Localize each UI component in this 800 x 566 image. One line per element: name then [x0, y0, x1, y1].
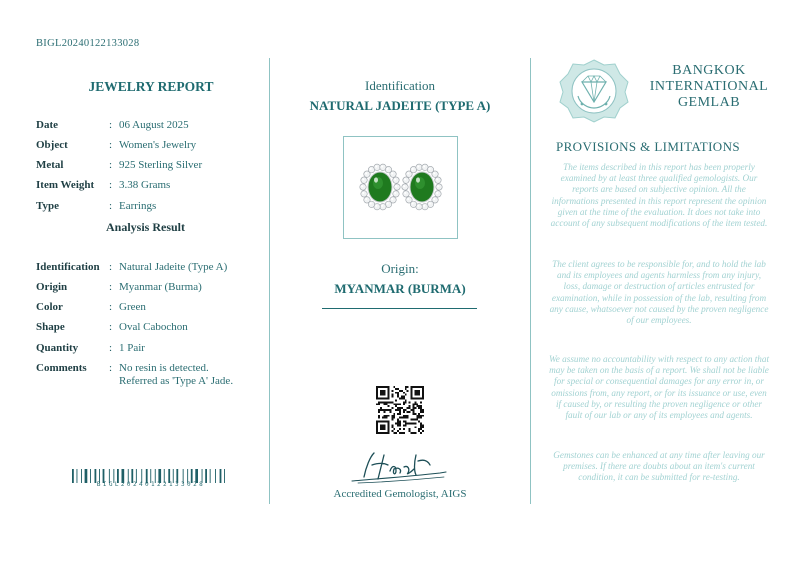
detail-value: 06 August 2025: [119, 119, 189, 131]
analysis-key: Shape: [36, 321, 65, 333]
identification-value: NATURAL JADEITE (TYPE A): [309, 98, 491, 113]
item-photo: [343, 136, 458, 239]
origin-label: Origin:: [381, 261, 419, 276]
detail-colon: :: [109, 179, 113, 191]
provisions-paragraph-2: The client agrees to be responsible for, and to hold the lab and its employees and agents harmless from any injury, loss, damage or destruction of articles entrusted for examination, while in possession of the lab, resulting from any cause, whatsoever not caused by the proven negligence of our employees.: [549, 259, 769, 326]
provisions-paragraph-3: We assume no accountability with respect to any action that may be taken on the basis of a report. We shall not be liable for special or consequential damages for any error in, or omissions from, any report, or for its issuance or use, even if caused by, or resulting the proven negligence or other fault of our lab or any of its employees and agents.: [548, 354, 770, 421]
report-id: BIGL20240122133028: [36, 38, 140, 49]
comment-line-1: No resin is detected.: [119, 362, 209, 374]
lab-name-line-3: GEMLAB: [677, 95, 741, 110]
analysis-value: Myanmar (Burma): [119, 281, 202, 293]
gemologist-signature: [344, 449, 456, 485]
analysis-title: Analysis Result: [106, 220, 186, 234]
earring-left: [360, 164, 400, 210]
lab-name: [640, 63, 778, 111]
detail-key: Metal: [36, 159, 64, 171]
analysis-colon: :: [109, 362, 113, 374]
detail-colon: :: [109, 139, 113, 151]
detail-value: Women's Jewelry: [119, 139, 197, 151]
analysis-key: Quantity: [36, 342, 79, 354]
provisions-title: PROVISIONS & LIMITATIONS: [555, 139, 741, 154]
detail-colon: :: [109, 119, 113, 131]
analysis-key: Origin: [36, 281, 68, 293]
detail-value: 925 Sterling Silver: [119, 159, 203, 171]
lab-name-line-1: BANGKOK: [672, 63, 746, 78]
analysis-value: Oval Cabochon: [119, 321, 188, 333]
analysis-key: Color: [36, 301, 63, 313]
detail-key: Item Weight: [36, 179, 95, 191]
analysis-value: Green: [119, 301, 146, 313]
origin-value: MYANMAR (BURMA): [334, 281, 466, 296]
analysis-key: Comments: [36, 362, 87, 374]
barcode-text: BIGL20240122133028: [96, 481, 206, 488]
provisions-paragraph-4: Gemstones can be enhanced at any time after leaving our premises. If there are doubts about an item's current condition, it can be submitted for re-testing.: [553, 450, 765, 483]
qr-code[interactable]: [376, 386, 424, 434]
earring-right: [402, 164, 442, 210]
analysis-value: [119, 362, 279, 388]
earrings-image: [344, 137, 457, 238]
detail-value: 3.38 Grams: [119, 179, 171, 191]
identification-label: Identification: [364, 78, 436, 93]
analysis-colon: :: [109, 321, 113, 333]
analysis-key: Identification: [36, 261, 100, 273]
divider-right: [530, 58, 531, 504]
analysis-colon: :: [109, 281, 113, 293]
detail-colon: :: [109, 159, 113, 171]
analysis-colon: :: [109, 261, 113, 273]
detail-key: Type: [36, 200, 60, 212]
origin-underline: [322, 308, 477, 309]
gemologist-caption: Accredited Gemologist, AIGS: [333, 488, 467, 500]
provisions-paragraph-1: The items described in this report has been properly examined by at least three qualified gemologists. Our reports are based on subjective opinion. All the informations presented in this report represent the opinion given at the time of the evaluation. It does not take into account of any subsequent modifications of the item tested.: [550, 162, 768, 229]
report-title: JEWELRY REPORT: [88, 79, 214, 94]
analysis-colon: :: [109, 342, 113, 354]
detail-colon: :: [109, 200, 113, 212]
analysis-value: Natural Jadeite (Type A): [119, 261, 228, 273]
detail-value: Earrings: [119, 200, 157, 212]
lab-logo: [558, 58, 630, 124]
analysis-colon: :: [109, 301, 113, 313]
analysis-value: 1 Pair: [119, 342, 145, 354]
lab-name-line-2: INTERNATIONAL: [649, 79, 769, 94]
detail-key: Date: [36, 119, 58, 131]
detail-key: Object: [36, 139, 68, 151]
comment-line-2: Referred as 'Type A' Jade.: [119, 375, 234, 387]
